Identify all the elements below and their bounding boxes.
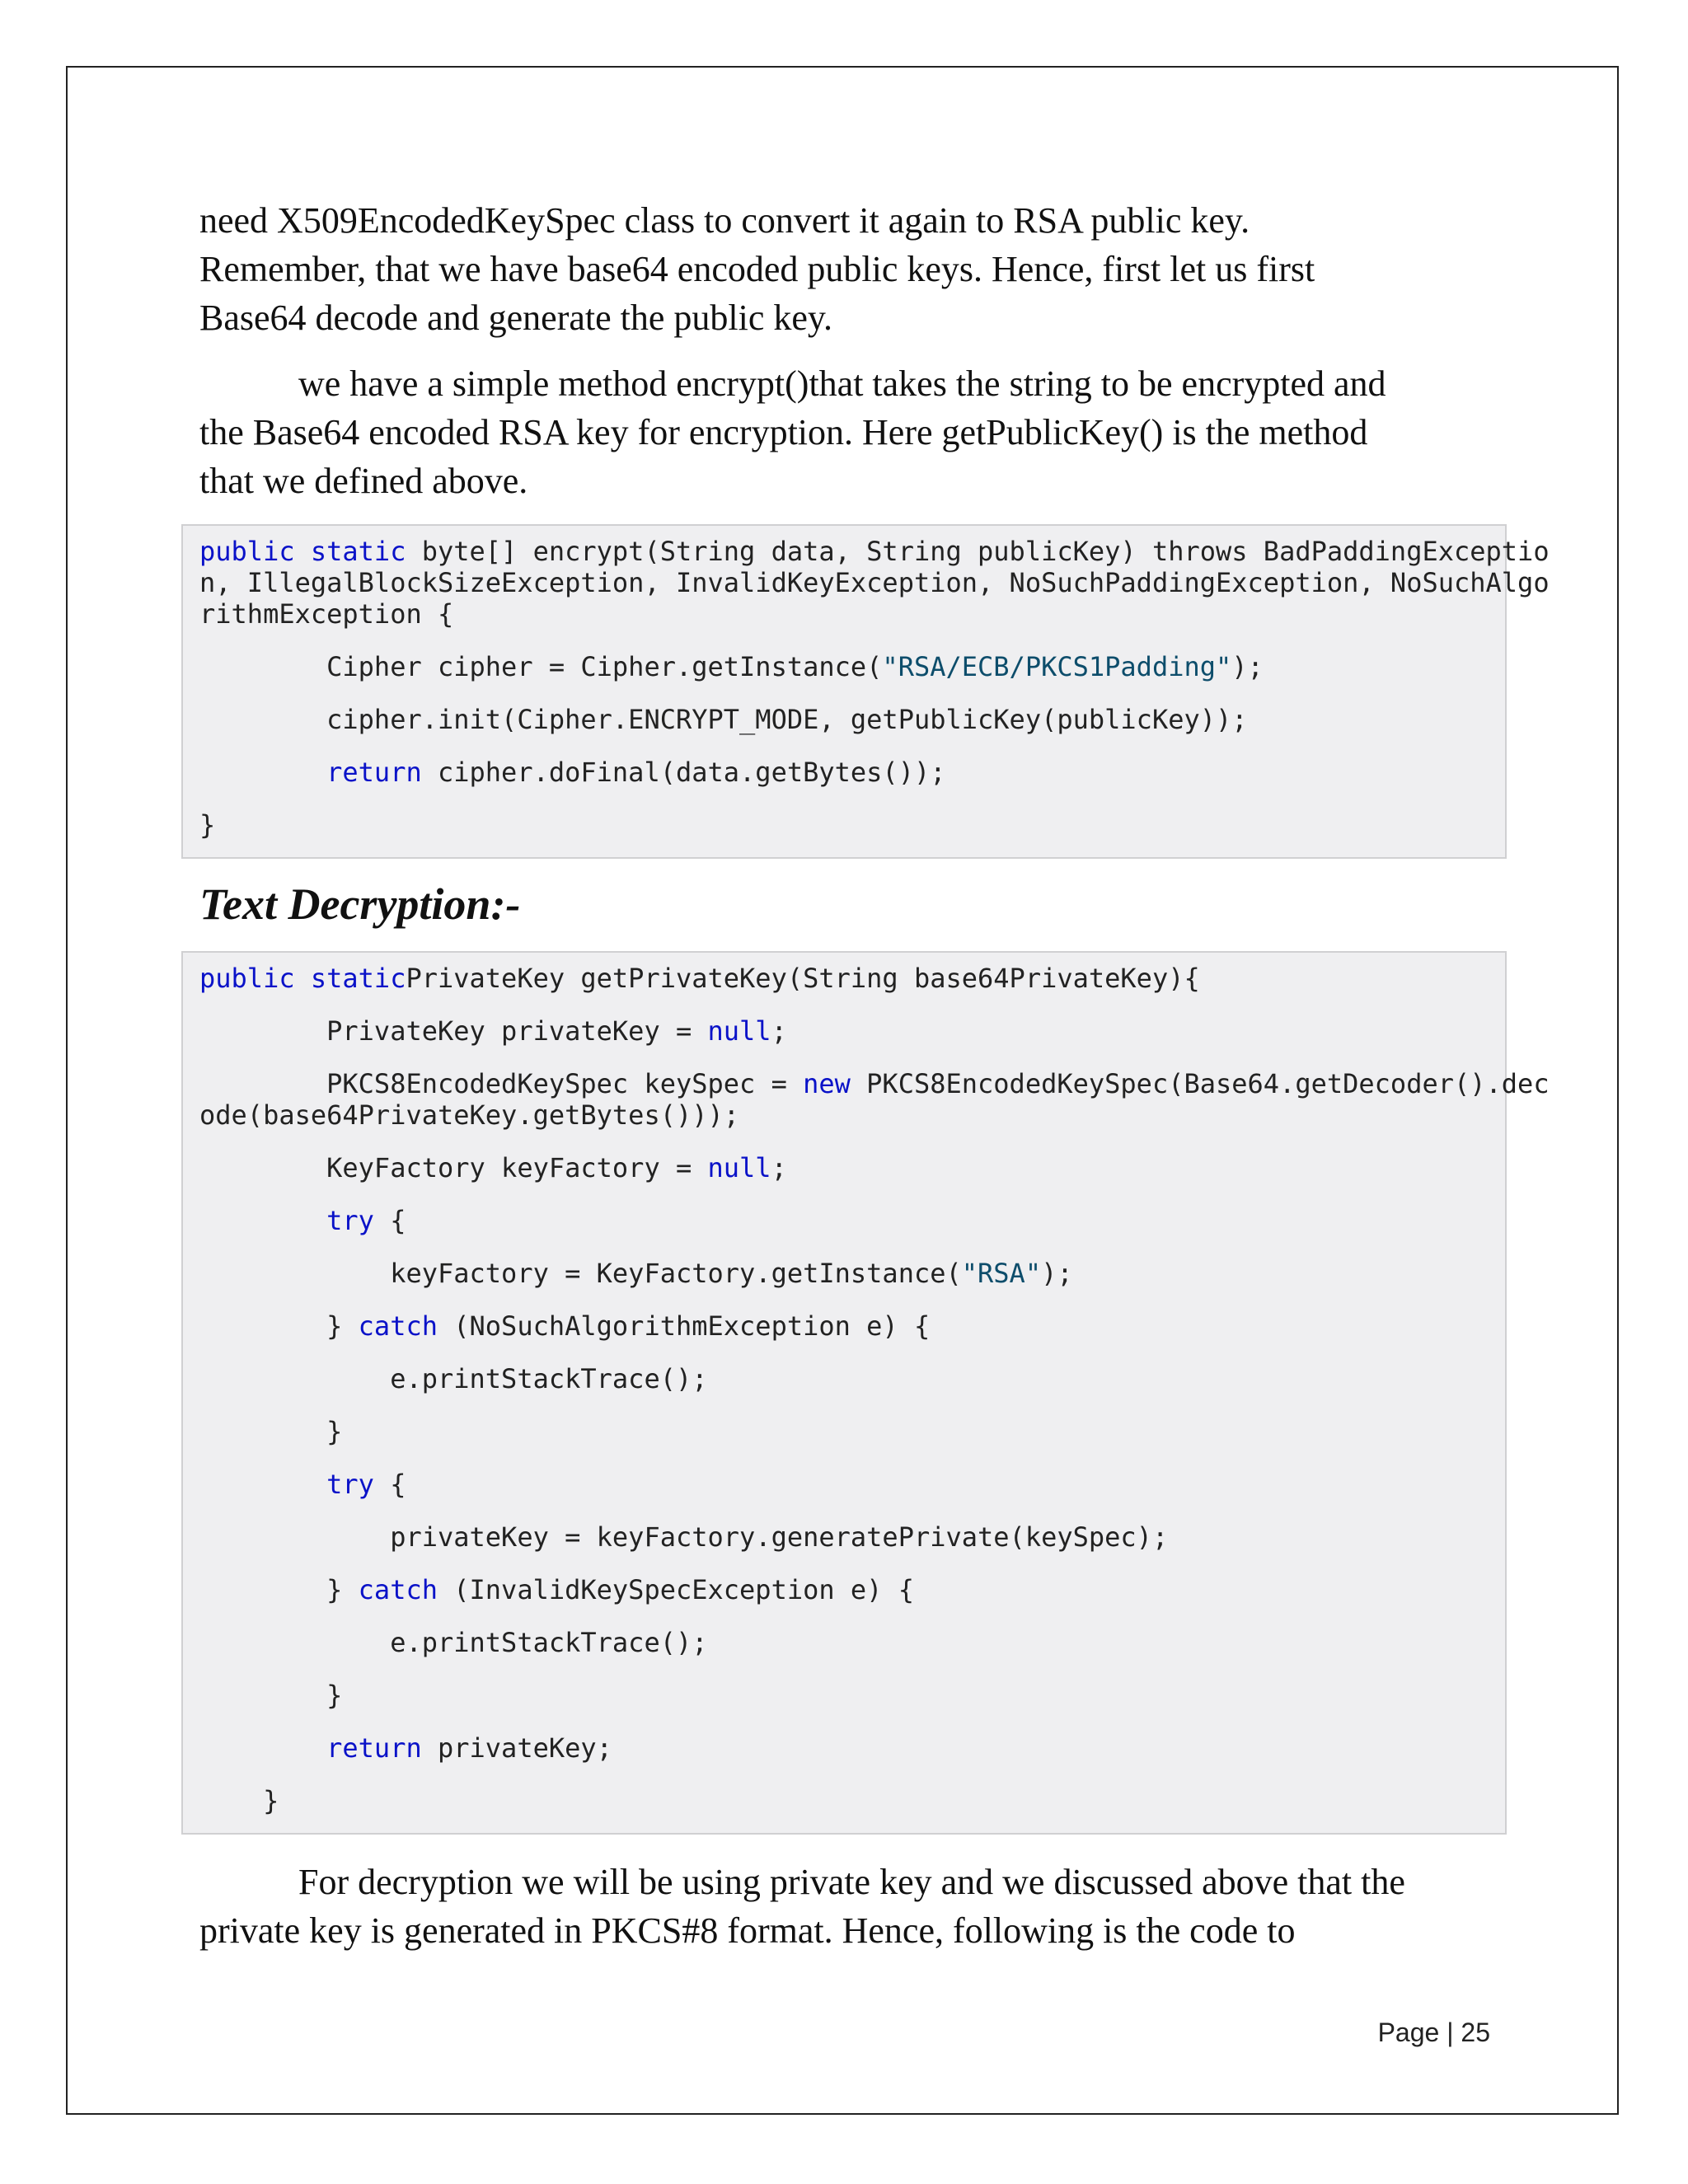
code-line: n, IllegalBlockSizeException, InvalidKeyException, NoSuchPaddingException, NoSuchAlgo bbox=[199, 567, 1550, 598]
code-text: keyFactory = KeyFactory.getInstance( bbox=[199, 1258, 962, 1289]
code-line bbox=[199, 757, 945, 788]
code-line: } bbox=[199, 1785, 279, 1816]
code-text bbox=[199, 1469, 326, 1500]
code-line bbox=[199, 1732, 612, 1764]
code-line: ode(base64PrivateKey.getBytes())); bbox=[199, 1099, 740, 1131]
code-line bbox=[199, 1152, 787, 1183]
code-text: } bbox=[199, 1310, 359, 1342]
code-line: } bbox=[199, 809, 216, 841]
code-line: rithmException { bbox=[199, 598, 454, 630]
code-line bbox=[199, 1068, 1550, 1099]
code-text: cipher.doFinal(data.getBytes()); bbox=[421, 757, 946, 788]
code-line bbox=[199, 1574, 914, 1605]
code-keyword: null bbox=[707, 1152, 771, 1183]
code-text: KeyFactory keyFactory = bbox=[199, 1152, 708, 1183]
code-text: ; bbox=[771, 1152, 787, 1183]
code-keyword: static bbox=[310, 963, 406, 994]
code-keyword: static bbox=[310, 536, 406, 567]
code-text bbox=[199, 1732, 326, 1764]
code-line: privateKey = keyFactory.generatePrivate(keySpec); bbox=[199, 1521, 1169, 1553]
code-text: { bbox=[373, 1205, 406, 1236]
code-text: } bbox=[199, 1574, 359, 1605]
code-line: e.printStackTrace(); bbox=[199, 1363, 708, 1394]
code-text: (NoSuchAlgorithmException e) { bbox=[437, 1310, 931, 1342]
code-keyword: new bbox=[803, 1068, 851, 1099]
text-line: the Base64 encoded RSA key for encryption. Here getPublicKey() is the method bbox=[199, 412, 1368, 452]
code-keyword: catch bbox=[358, 1310, 438, 1342]
code-line bbox=[199, 1469, 406, 1500]
code-text: Cipher cipher = Cipher.getInstance( bbox=[199, 651, 883, 682]
code-text: ); bbox=[1231, 651, 1264, 682]
code-line bbox=[199, 963, 1200, 994]
code-line bbox=[199, 651, 1264, 682]
code-line bbox=[199, 1205, 406, 1236]
code-text: ); bbox=[1041, 1258, 1073, 1289]
code-keyword: try bbox=[326, 1469, 374, 1500]
code-line bbox=[199, 1258, 1073, 1289]
text-line: For decryption we will be using private key and we discussed above that the bbox=[298, 1862, 1405, 1902]
code-line bbox=[199, 1015, 787, 1047]
code-string: "RSA" bbox=[961, 1258, 1042, 1289]
text-line: private key is generated in PKCS#8 format. Hence, following is the code to bbox=[199, 1910, 1296, 1951]
code-text: byte[] encrypt(String data, String publicKey) throws BadPaddingExceptio bbox=[406, 536, 1550, 567]
code-text: { bbox=[373, 1469, 406, 1500]
code-block-encrypt bbox=[181, 524, 1550, 859]
code-keyword: null bbox=[707, 1015, 771, 1047]
code-keyword: catch bbox=[358, 1574, 438, 1605]
code-line: cipher.init(Cipher.ENCRYPT_MODE, getPublicKey(publicKey)); bbox=[199, 704, 1248, 735]
code-line bbox=[199, 536, 1550, 567]
code-keyword: public bbox=[199, 536, 295, 567]
code-text: privateKey; bbox=[421, 1732, 612, 1764]
text-line: we have a simple method encrypt()that takes the string to be encrypted and bbox=[298, 363, 1386, 404]
code-block-decrypt bbox=[181, 951, 1550, 1835]
paragraph-encrypt-method bbox=[199, 359, 1518, 505]
code-keyword: public bbox=[199, 963, 295, 994]
code-line: } bbox=[199, 1416, 343, 1447]
code-keyword: try bbox=[326, 1205, 374, 1236]
code-string: "RSA/ECB/PKCS1Padding" bbox=[882, 651, 1232, 682]
text-line: Base64 decode and generate the public key. bbox=[199, 298, 833, 338]
paragraph-public-key-intro bbox=[199, 196, 1518, 342]
text-line: need X509EncodedKeySpec class to convert it again to RSA public key. bbox=[199, 200, 1250, 241]
code-indent bbox=[199, 757, 326, 788]
code-text: (InvalidKeySpecException e) { bbox=[437, 1574, 914, 1605]
code-text: ; bbox=[771, 1015, 787, 1047]
code-text: PKCS8EncodedKeySpec(Base64.getDecoder().dec bbox=[850, 1068, 1550, 1099]
section-heading: Text Decryption:- bbox=[199, 879, 521, 929]
paragraph-decryption-intro bbox=[199, 1858, 1518, 1955]
text-line: Remember, that we have base64 encoded public keys. Hence, first let us first bbox=[199, 249, 1315, 289]
page-number: Page | 25 bbox=[1377, 2018, 1490, 2047]
code-keyword: return bbox=[326, 1732, 422, 1764]
code-line bbox=[199, 1310, 930, 1342]
code-text: PrivateKey privateKey = bbox=[199, 1015, 708, 1047]
code-text: PrivateKey getPrivateKey(String base64PrivateKey){ bbox=[406, 963, 1200, 994]
code-line: } bbox=[199, 1680, 343, 1711]
code-line: e.printStackTrace(); bbox=[199, 1627, 708, 1658]
code-text bbox=[199, 1205, 326, 1236]
code-keyword: return bbox=[326, 757, 422, 788]
text-line: that we defined above. bbox=[199, 461, 528, 501]
code-text: PKCS8EncodedKeySpec keySpec = bbox=[199, 1068, 804, 1099]
